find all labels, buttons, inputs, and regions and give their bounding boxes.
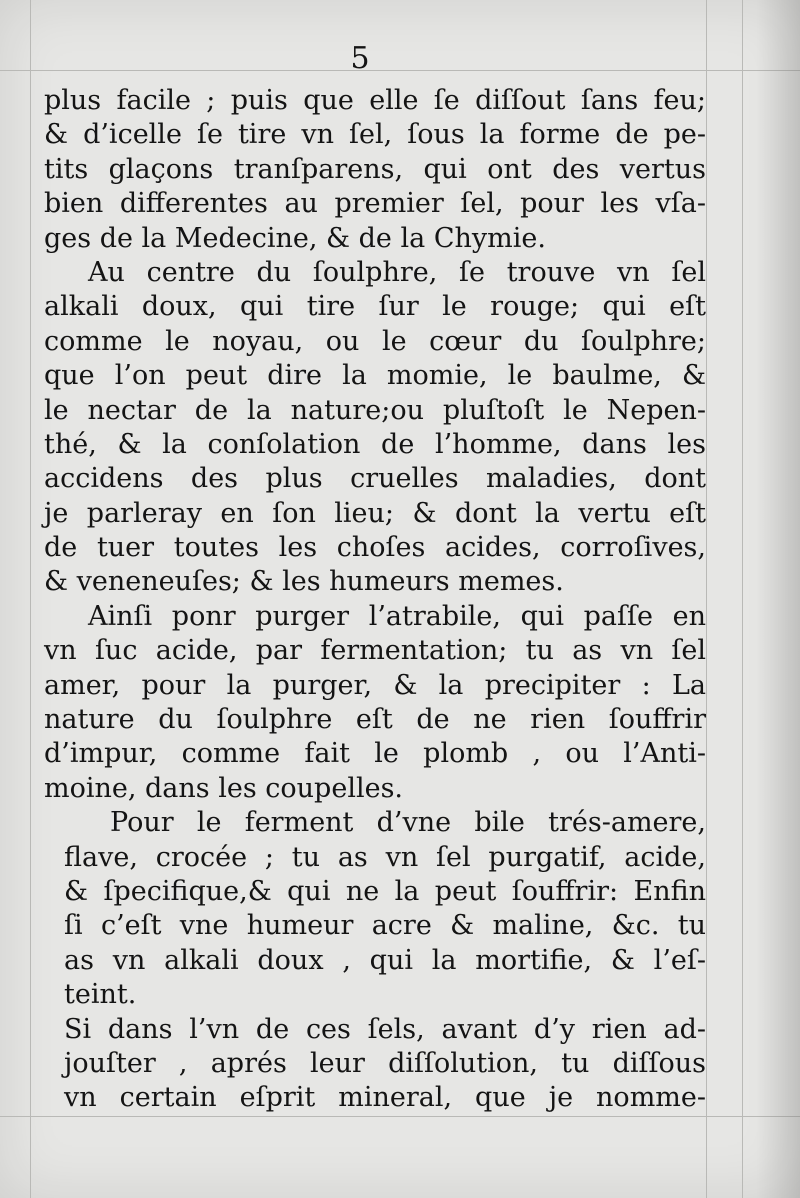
frame-rule-bottom: [0, 1116, 800, 1117]
page-number: 5: [350, 41, 370, 76]
text-line: je parleray en ſon lieu; & dont la vertu eſt: [44, 497, 706, 529]
text-line: as vn alkali doux , qui la mortifie, & l’eſ-: [64, 944, 706, 976]
text-line: Ainſi ponr purger l’atrabile, qui paſſe en: [88, 600, 706, 632]
text-line: jouſter , aprés leur diſſolution, tu diſſous: [64, 1047, 706, 1079]
text-line: d’impur, comme fait le plomb , ou l’Anti-: [44, 738, 706, 770]
text-line: flave, crocée ; tu as vn ſel purgatif, acide,: [64, 841, 706, 873]
text-line: nature du ſoulphre eſt de ne rien ſouffrir: [44, 704, 706, 736]
text-line: comme le noyau, ou le cœur du ſoulphre;: [44, 325, 706, 357]
text-line: tits glaçons tranſparens, qui ont des vertus: [44, 153, 706, 185]
frame-rule-right: [706, 0, 707, 1198]
text-line: Pour le ferment d’vne bile trés-amere,: [110, 807, 706, 839]
text-line: vn certain eſprit mineral, que je nomme-: [64, 1082, 706, 1114]
text-line: amer, pour la purger, & la precipiter : La: [44, 669, 706, 701]
text-line: alkali doux, qui tire ſur le rouge; qui eſt: [44, 291, 706, 323]
text-line: & veneneuſes; & les humeurs memes.: [44, 566, 564, 598]
page-edge-shadow: [756, 0, 800, 1198]
text-line: & ſpecifique,& qui ne la peut ſouffrir: Enfin: [64, 875, 706, 907]
text-line: thé, & la conſolation de l’homme, dans les: [44, 428, 706, 460]
frame-rule-left: [30, 0, 31, 1198]
body-text: [44, 84, 706, 1116]
text-line: accidens des plus cruelles maladies, dont: [44, 463, 706, 495]
text-line: plus facile ; puis que elle ſe diſſout ſans feu;: [44, 85, 706, 116]
frame-rule-outer: [742, 0, 743, 1198]
text-line: ges de la Medecine, & de la Chymie.: [44, 222, 546, 254]
text-line: moine, dans les coupelles.: [44, 772, 404, 804]
text-line: le nectar de la nature;ou pluſtoſt le Nepen-: [44, 394, 706, 426]
text-line: Au centre du ſoulphre, ſe trouve vn ſel: [88, 256, 706, 288]
text-line: de tuer toutes les choſes acides, corroſives,: [44, 532, 706, 564]
text-line: ſi c’eſt vne humeur acre & maline, &c. tu: [64, 910, 706, 942]
text-line: & d’icelle ſe tire vn ſel, ſous la forme de pe-: [44, 119, 706, 151]
frame-rule-top: [0, 70, 800, 71]
text-line: que l’on peut dire la momie, le baulme, &: [44, 360, 706, 392]
text-line: teint.: [64, 979, 137, 1011]
text-line: bien differentes au premier ſel, pour les vſa-: [44, 188, 706, 220]
text-line: vn ſuc acide, par fermentation; tu as vn ſel: [44, 635, 706, 667]
text-line: Si dans l’vn de ces ſels, avant d’y rien ad-: [64, 1013, 706, 1045]
